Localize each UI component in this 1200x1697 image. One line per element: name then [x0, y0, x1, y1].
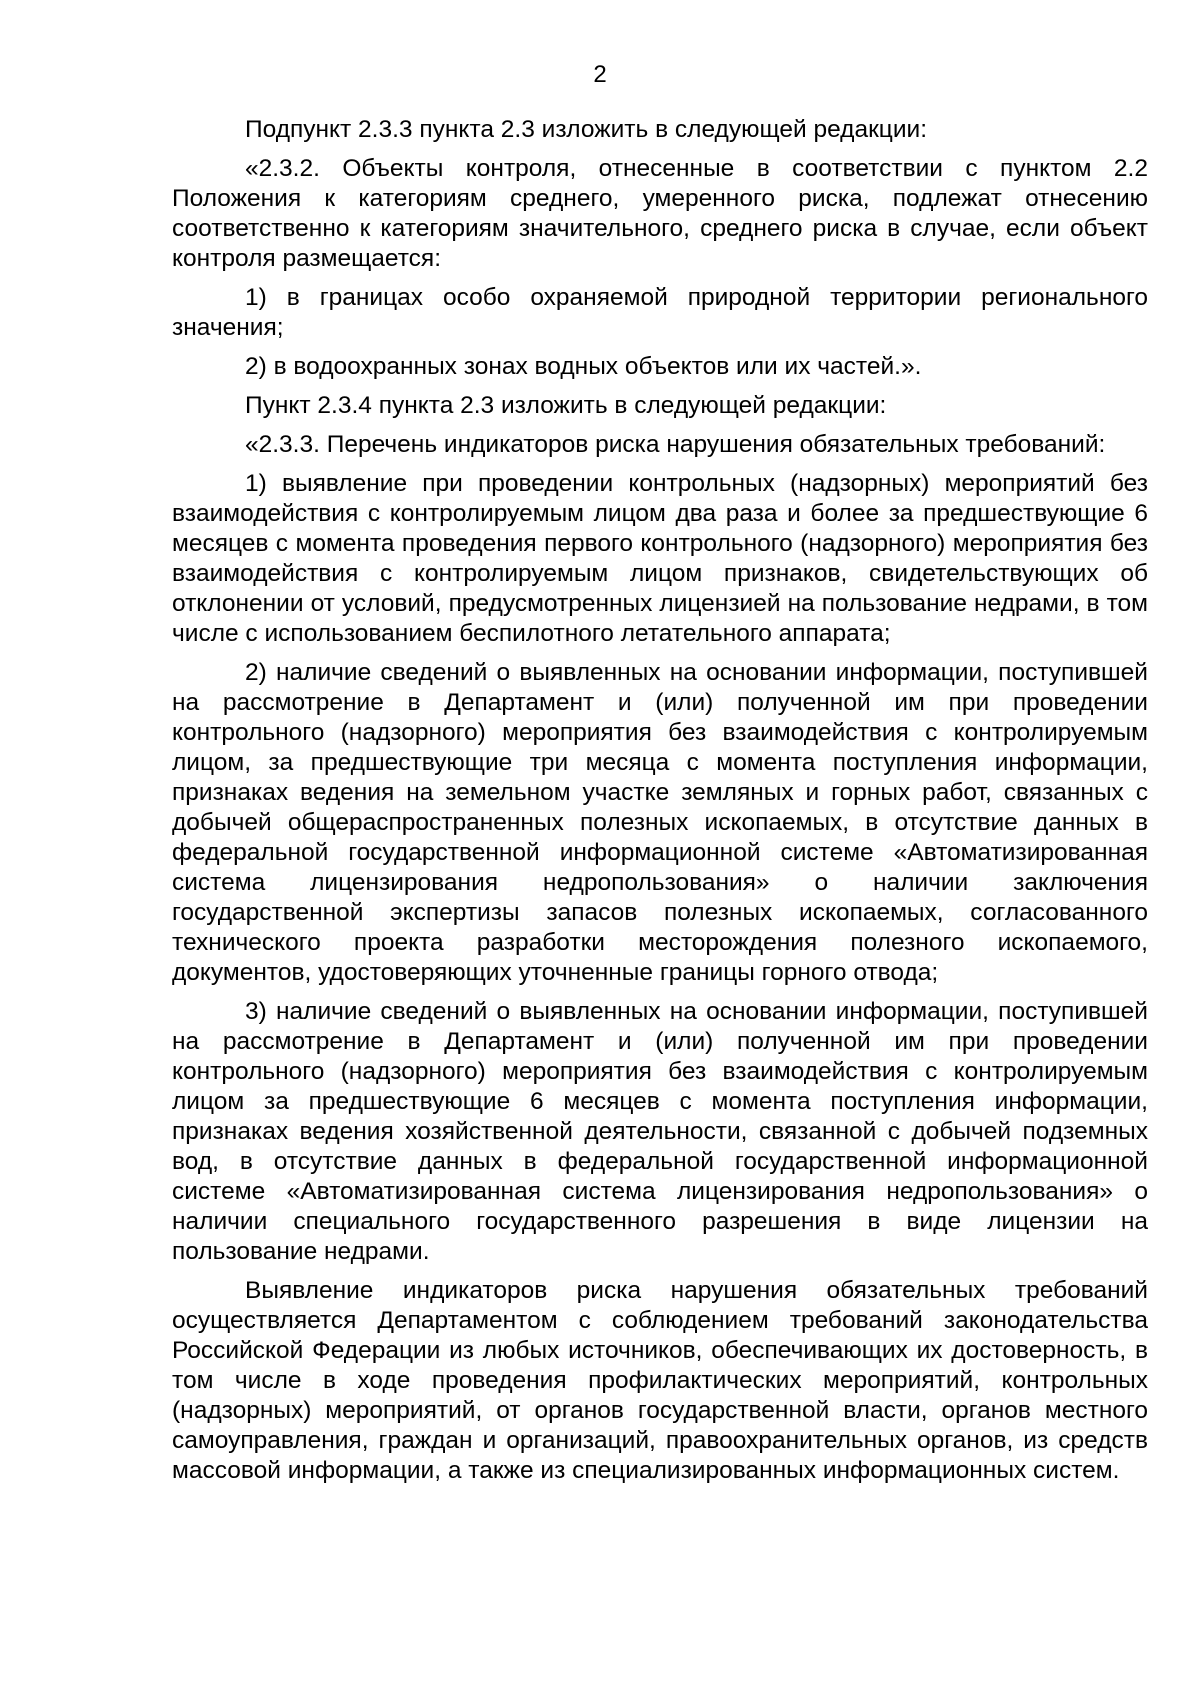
paragraph-amend-2-3-3: Подпункт 2.3.3 пункта 2.3 изложить в следующей редакции:: [245, 116, 928, 143]
paragraph-amend-2-3-4: Пункт 2.3.4 пункта 2.3 изложить в следующей редакции:: [245, 392, 887, 419]
paragraph-2-3-3-heading: «2.3.3. Перечень индикаторов риска нарушения обязательных требований:: [245, 431, 1106, 458]
paragraph-detection-sources: Выявление индикаторов риска нарушения обязательных требований осуществляется Департаментом с соблюдением требований законодательства Российской Федерации из любых источников, обеспечивающих их достоверность, в том числе в ходе проведения профилактических мероприятий, контрольных (надзорных) мероприятий, от органов государственной власти, органов местного самоуправления, граждан и организаций, правоохранительных органов, из средств массовой информации, а также из специализированных информационных систем.: [172, 1277, 1148, 1484]
document-body: [172, 115, 1148, 1495]
paragraph-indicator-3: 3) наличие сведений о выявленных на основании информации, поступившей на рассмотрение в Департамент и (или) полученной им при проведении контрольного (надзорного) мероприятия без взаимодействия с контролируемым лицом за предшествующие 6 месяцев с момента поступления информации, признаках ведения хозяйственной деятельности, связанной с добычей подземных вод, в отсутствие данных в федеральной государственной информационной системе «Автоматизированная система лицензирования недропользования» о наличии специального государственного разрешения в виде лицензии на пользование недрами.: [172, 998, 1148, 1265]
paragraph-item-1-protected-territory: 1) в границах особо охраняемой природной территории регионального значения;: [172, 284, 1148, 341]
paragraph-item-2-water-zones: 2) в водоохранных зонах водных объектов или их частей.».: [245, 353, 922, 380]
page-number: 2: [593, 61, 607, 88]
paragraph-2-3-2-text: «2.3.2. Объекты контроля, отнесенные в соответствии с пунктом 2.2 Положения к категориям среднего, умеренного риска, подлежат отнесению соответственно к категориям значительного, среднего риска в случае, если объект контроля размещается:: [172, 155, 1148, 272]
paragraph-indicator-2: 2) наличие сведений о выявленных на основании информации, поступившей на рассмотрение в Департамент и (или) полученной им при проведении контрольного (надзорного) мероприятия без взаимодействия с контролируемым лицом, за предшествующие три месяца с момента поступления информации, признаках ведения на земельном участке земляных и горных работ, связанных с добычей общераспространенных полезных ископаемых, в отсутствие данных в федеральной государственной информационной системе «Автоматизированная система лицензирования недропользования» о наличии заключения государственной экспертизы запасов полезных ископаемых, согласованного технического проекта разработки месторождения полезного ископаемого, документов, удостоверяющих уточненные границы горного отвода;: [172, 659, 1148, 986]
paragraph-indicator-1: 1) выявление при проведении контрольных (надзорных) мероприятий без взаимодействия с контролируемым лицом два раза и более за предшествующие 6 месяцев с момента проведения первого контрольного (надзорного) мероприятия без взаимодействия с контролируемым лицом признаков, свидетельствующих об отклонении от условий, предусмотренных лицензией на пользование недрами, в том числе с использованием беспилотного летательного аппарата;: [172, 470, 1148, 647]
